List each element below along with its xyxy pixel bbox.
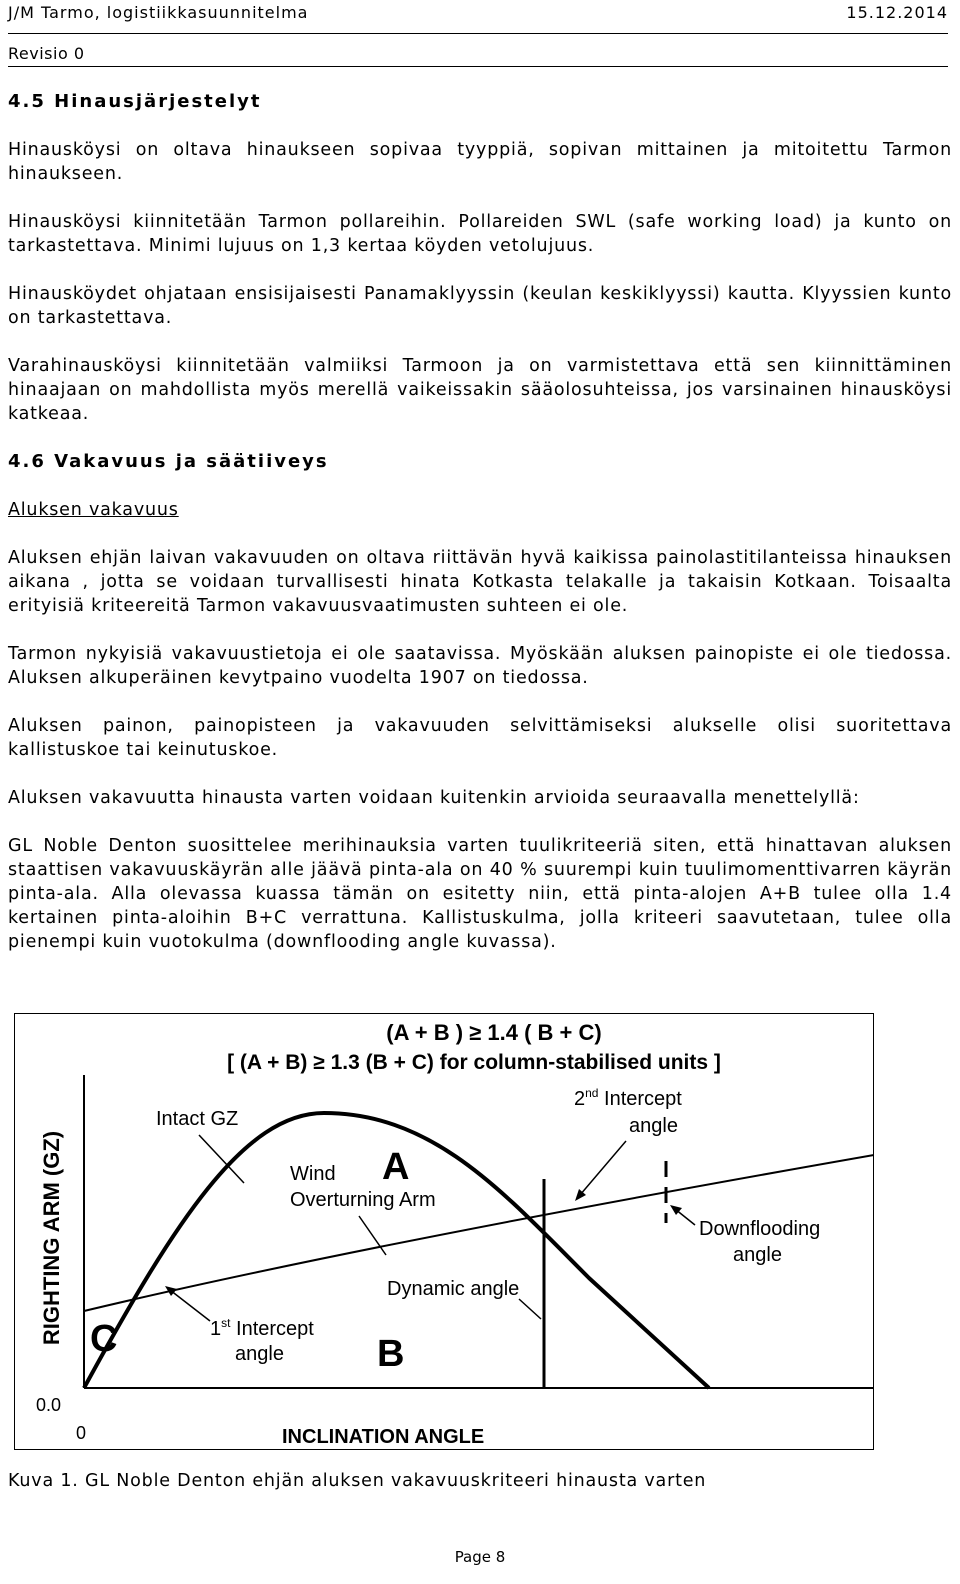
dynamic-angle-label: Dynamic angle — [387, 1278, 520, 1300]
paragraph: Tarmon nykyisiä vakavuustietoja ei ole saatavissa. Myöskään aluksen painopiste ei ole tiedossa. Aluksen alkuperäinen kevytpaino vuodelta 1907 on tiedossa. — [8, 644, 952, 688]
figure-caption: Kuva 1. GL Noble Denton ehjän aluksen vakavuuskriteeri hinausta varten — [8, 1471, 707, 1491]
downflooding-label-2: angle — [733, 1244, 782, 1266]
first-intercept-label: 1st Intercept — [210, 1316, 314, 1340]
area-c-label: C — [90, 1318, 118, 1360]
paragraph: Hinausköydet ohjataan ensisijaisesti Panamaklyyssin (keulan keskiklyyssi) kautta. Klyyssien kunto on tarkastettava. — [8, 284, 952, 328]
header-rule — [8, 33, 948, 34]
wind-label-1: Wind — [290, 1163, 336, 1185]
paragraph: Aluksen vakavuutta hinausta varten voidaan kuitenkin arvioida seuraavalla menettelyllä: — [8, 788, 860, 808]
second-intercept-label-2: angle — [629, 1115, 678, 1137]
page-header — [8, 0, 948, 26]
x-origin-label: 0 — [76, 1423, 87, 1443]
page-number: Page 8 — [454, 1548, 506, 1566]
paragraph: Aluksen painon, painopisteen ja vakavuuden selvittämiseksi alukselle olisi suoritettava kallistuskoe tai keinutuskoe. — [8, 716, 952, 760]
area-b-label: B — [377, 1333, 405, 1375]
paragraph: Hinausköysi kiinnitetään Tarmon pollareihin. Pollareiden SWL (safe working load) ja kunto on tarkastettava. Minimi lujuus on 1,3 kertaa köyden vetolujuus. — [8, 212, 952, 256]
wind-label-2: Overturning Arm — [290, 1189, 436, 1211]
section-heading-4-6: 4.6 Vakavuus ja säätiiveys — [8, 451, 329, 472]
figure-title-1: (A + B ) ≥ 1.4 ( B + C) — [386, 1020, 602, 1045]
section-heading-4-5: 4.5 Hinausjärjestelyt — [8, 91, 262, 112]
body-content — [8, 90, 952, 978]
document-date: 15.12.2014 — [846, 3, 948, 22]
y-axis-label: RIGHTING ARM (GZ) — [39, 1130, 64, 1346]
revision-rule — [8, 66, 948, 67]
paragraph: Varahinausköysi kiinnitetään valmiiksi Tarmoon ja on varmistettava että sen kiinnittäminen hinaajaan on mahdollista myös merellä vaikeissakin sääolosuhteissa, jos varsinainen hinausköysi katkeaa. — [8, 356, 952, 424]
document-title: J/M Tarmo, logistiikkasuunnitelma — [8, 3, 309, 22]
paragraph: Hinausköysi on oltava hinaukseen sopivaa tyyppiä, sopivan mittainen ja mitoitettu Tarmon hinaukseen. — [8, 140, 952, 184]
y-origin-label: 0.0 — [36, 1395, 62, 1415]
stability-criteria-figure — [14, 1013, 874, 1450]
intact-gz-label: Intact GZ — [156, 1108, 239, 1130]
revision-label: Revisio 0 — [8, 44, 85, 63]
paragraph: Aluksen ehjän laivan vakavuuden on oltava riittävän hyvä kaikissa painolastitilanteissa hinauksen aikana , jotta se voidaan turvallisesti hinata Kotkasta telakalle ja takaisin Kotkaan. Toisaalta erityisiä kriteereitä Tarmon vakavuusvaatimusten suhteen ei ole. — [8, 548, 952, 616]
downflooding-label-1: Downflooding — [699, 1218, 821, 1240]
first-intercept-label-2: angle — [235, 1343, 284, 1365]
figure-title-2: [ (A + B) ≥ 1.3 (B + C) for column-stabilised units ] — [227, 1051, 721, 1074]
paragraph: GL Noble Denton suosittelee merihinauksia varten tuulikriteeriä siten, että hinattavan aluksen staattisen vakavuuskäyrän alle jäävä pinta-ala on 40 % suurempi kuin tuulimomenttivarren käyrän pinta-ala. Alla olevassa kuassa tämän on esitetty niin, että pinta-alojen A+B tulee olla 1.4 kertainen pinta-aloihin B+C verrattuna. Kallistuskulma, jolla kriteeri saavutetaan, tulee olla pienempi kuin vuotokulma (downflooding angle kuvassa). — [8, 836, 952, 952]
subheading-vakavuus: Aluksen vakavuus — [8, 500, 179, 520]
x-axis-label: INCLINATION ANGLE — [282, 1426, 485, 1448]
area-a-label: A — [382, 1146, 410, 1188]
second-intercept-label: 2nd Intercept — [574, 1086, 682, 1110]
